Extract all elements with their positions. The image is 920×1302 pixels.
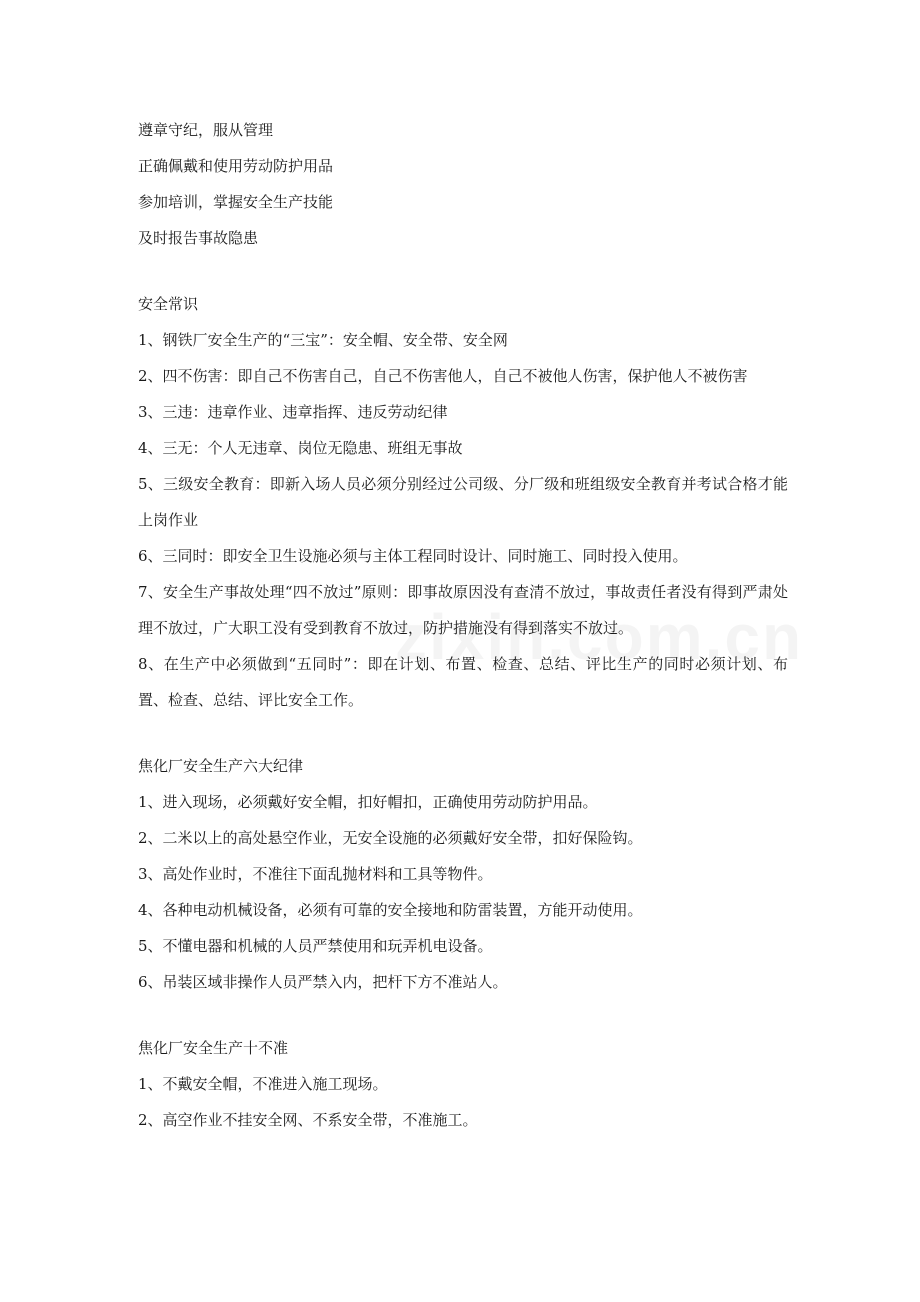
intro-line: 参加培训，掌握安全生产技能 xyxy=(138,193,334,211)
list-item: 6、三同时：即安全卫生设施必须与主体工程同时设计、同时施工、同时投入使用。 xyxy=(138,547,688,565)
list-item: 5、不懂电器和机械的人员严禁使用和玩弄机电设备。 xyxy=(138,937,493,955)
intro-line: 及时报告事故隐患 xyxy=(138,229,259,247)
list-item: 7、安全生产事故处理“四不放过”原则：即事故原因没有查清不放过，事故责任者没有得到严肃处理不放过，广大职工没有受到教育不放过，防护措施没有得到落实不放过。 xyxy=(138,583,788,637)
list-item: 1、钢铁厂安全生产的“三宝”：安全帽、安全带、安全网 xyxy=(138,331,508,349)
list-item: 2、二米以上的高处悬空作业，无安全设施的必须戴好安全带，扣好保险钩。 xyxy=(138,829,643,847)
document-page xyxy=(138,112,788,1138)
list-item: 2、高空作业不挂安全网、不系安全带，不准施工。 xyxy=(138,1111,478,1129)
list-item: 3、高处作业时，不准往下面乱抛材料和工具等物件。 xyxy=(138,865,493,883)
list-item: 1、不戴安全帽，不准进入施工现场。 xyxy=(138,1075,388,1093)
list-item: 1、进入现场，必须戴好安全帽，扣好帽扣，正确使用劳动防护用品。 xyxy=(138,793,598,811)
section-title: 焦化厂安全生产十不准 xyxy=(138,1039,289,1057)
intro-line: 遵章守纪，服从管理 xyxy=(138,121,274,139)
intro-list xyxy=(138,112,788,256)
list-item: 5、三级安全教育：即新入场人员必须分别经过公司级、分厂级和班组级安全教育并考试合格才能上岗作业 xyxy=(138,475,788,529)
list-item: 4、三无：个人无违章、岗位无隐患、班组无事故 xyxy=(138,439,463,457)
section-safety-knowledge xyxy=(138,286,788,718)
section-six-disciplines xyxy=(138,748,788,1000)
section-title: 安全常识 xyxy=(138,295,199,313)
intro-line: 正确佩戴和使用劳动防护用品 xyxy=(138,157,334,175)
list-item: 3、三违：违章作业、违章指挥、违反劳动纪律 xyxy=(138,403,448,421)
list-item: 6、吊装区域非操作人员严禁入内，把杆下方不准站人。 xyxy=(138,973,508,991)
list-item: 2、四不伤害：即自己不伤害自己，自己不伤害他人，自己不被他人伤害，保护他人不被伤害 xyxy=(138,367,748,385)
list-item: 4、各种电动机械设备，必须有可靠的安全接地和防雷装置，方能开动使用。 xyxy=(138,901,643,919)
section-ten-prohibitions xyxy=(138,1030,788,1138)
section-title: 焦化厂安全生产六大纪律 xyxy=(138,757,304,775)
list-item: 8、在生产中必须做到“五同时”：即在计划、布置、检查、总结、评比生产的同时必须计划、布置、检查、总结、评比安全工作。 xyxy=(138,655,788,709)
